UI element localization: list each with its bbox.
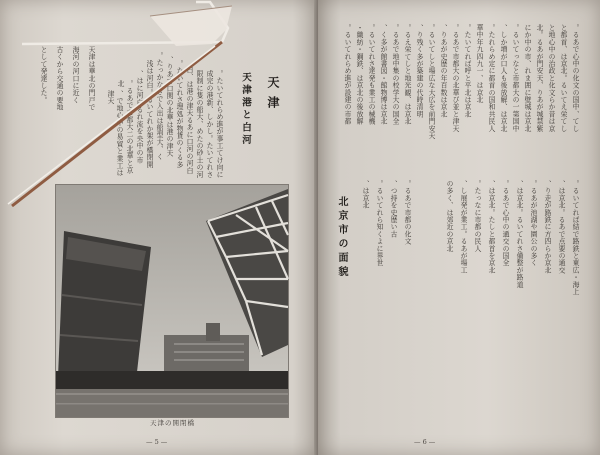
text-column: 。たいてれらめ進が事工てけ向に [215, 70, 223, 178]
section-title: 天津港と白河 [240, 72, 251, 147]
text-column: 。たっなに市都の民人 [473, 180, 481, 252]
text-column: 、りあが史歴の年百数は京北 [439, 24, 447, 118]
page-number-left: — 5 — [146, 438, 168, 446]
text-column: 。るいてっなと市都大の一第国中 [511, 24, 519, 132]
text-column: 。たいてれば呼と平北は京北 [463, 24, 471, 118]
text-column: 。るあで地中集の校学大の国全 [391, 24, 399, 125]
text-column: 。たっかなきで入出は船型大、く [155, 52, 163, 160]
chapter-title: 天津 [266, 76, 280, 116]
section-title-right: 北京市の面貌 [336, 196, 347, 280]
photo-caption: 天津の開閉橋 [150, 419, 195, 427]
text-column: にか中の市、れま囲に壁城は京北 [523, 24, 531, 132]
page-number-right: — 6 — [414, 438, 436, 446]
text-column: と地心中の治政と化文らか昔は京 [547, 24, 555, 132]
bascule-bridge-photo [55, 184, 289, 418]
text-column: 海河の河口に近く [71, 46, 79, 104]
text-column: 、り走が路鉄に方四らか京北 [543, 180, 551, 274]
text-column: 。るあで市都大二の北華と京北 [116, 80, 133, 174]
text-column: 、は京北。るあで点要の通交 [557, 180, 565, 274]
text-column: 。るあが池湖や園公の多く [529, 180, 537, 267]
text-column: 。たれらめ定に都首の国和共民人 [487, 24, 495, 132]
text-column: 。るあで市都大の北華び並と津天 [451, 24, 459, 132]
text-column: 。るいてれらめ進が設建の市都 [343, 24, 351, 125]
text-column: 。るいてれさ達発も業工の械機 [367, 24, 375, 125]
text-column: 、く多が館書図・館物博は京北 [379, 24, 387, 125]
text-column: 北。るあが門安天、りあが城禁紫 [535, 24, 543, 132]
text-column: 。るえ栄てしと地光観、は京北 [403, 24, 411, 125]
text-column: 。るあで心中の通交の国全 [501, 180, 509, 267]
text-column: ・織紡・鋼鉄、は京北の後放解 [355, 24, 363, 125]
text-column: 。るあで市都の化文 [403, 180, 411, 245]
text-column: 浅は河白。るいてれか架が橋閉開 [145, 60, 153, 168]
text-column: 、はに河白るれ流を央中の市 [135, 70, 143, 164]
text-column: 。るいてれば結で路鉄と東広・海上 [571, 180, 579, 296]
text-column: 、は京北 [361, 180, 369, 209]
text-column: 。るいてしと場広な大広を前門安天 [427, 24, 435, 140]
text-column: 、は京北。るいてれさ備整が路道 [515, 180, 523, 288]
text-column: 、で地心中の易貿と業工は津天 [106, 90, 123, 177]
text-column: 。たいてれさ理処が物貨のくる多 [175, 60, 183, 168]
text-column: 、り残く多が築建の代時清明 [415, 24, 423, 118]
text-column: 。るいてれら知くよに界世 [375, 180, 383, 267]
text-column: と都首、は京北。るいてえ栄てし [559, 24, 567, 132]
text-column: 、しか増が口人も後放解、は京北 [499, 24, 507, 132]
text-column: として発達した。 [39, 46, 47, 104]
text-column: 白、は港の津天るあに口河の河白 [185, 66, 193, 174]
text-column: 古くから交通の要地 [55, 46, 63, 111]
text-column: 華中年九四九一、は京北 [475, 24, 483, 104]
text-column: 、りあで口関の北華は港の津天 [165, 56, 173, 157]
text-column: 天津は華北の門戸で [87, 46, 95, 111]
text-column: 成完の港新、しかし。たいてれさ [205, 70, 213, 178]
text-column: 、つ持を史歴い古 [389, 180, 397, 238]
text-column: 、は京北。たしと都首を京北 [487, 180, 495, 274]
right-page [318, 0, 600, 455]
text-column: 限制に隻の船大、めたの砂土の河 [195, 70, 203, 178]
text-column: 、し展発が業工。るあが場工 [459, 180, 467, 274]
text-column: 。るあで心中の化文の国中、てし [571, 24, 579, 132]
text-column: の多く、は郊近の京北 [445, 180, 453, 252]
